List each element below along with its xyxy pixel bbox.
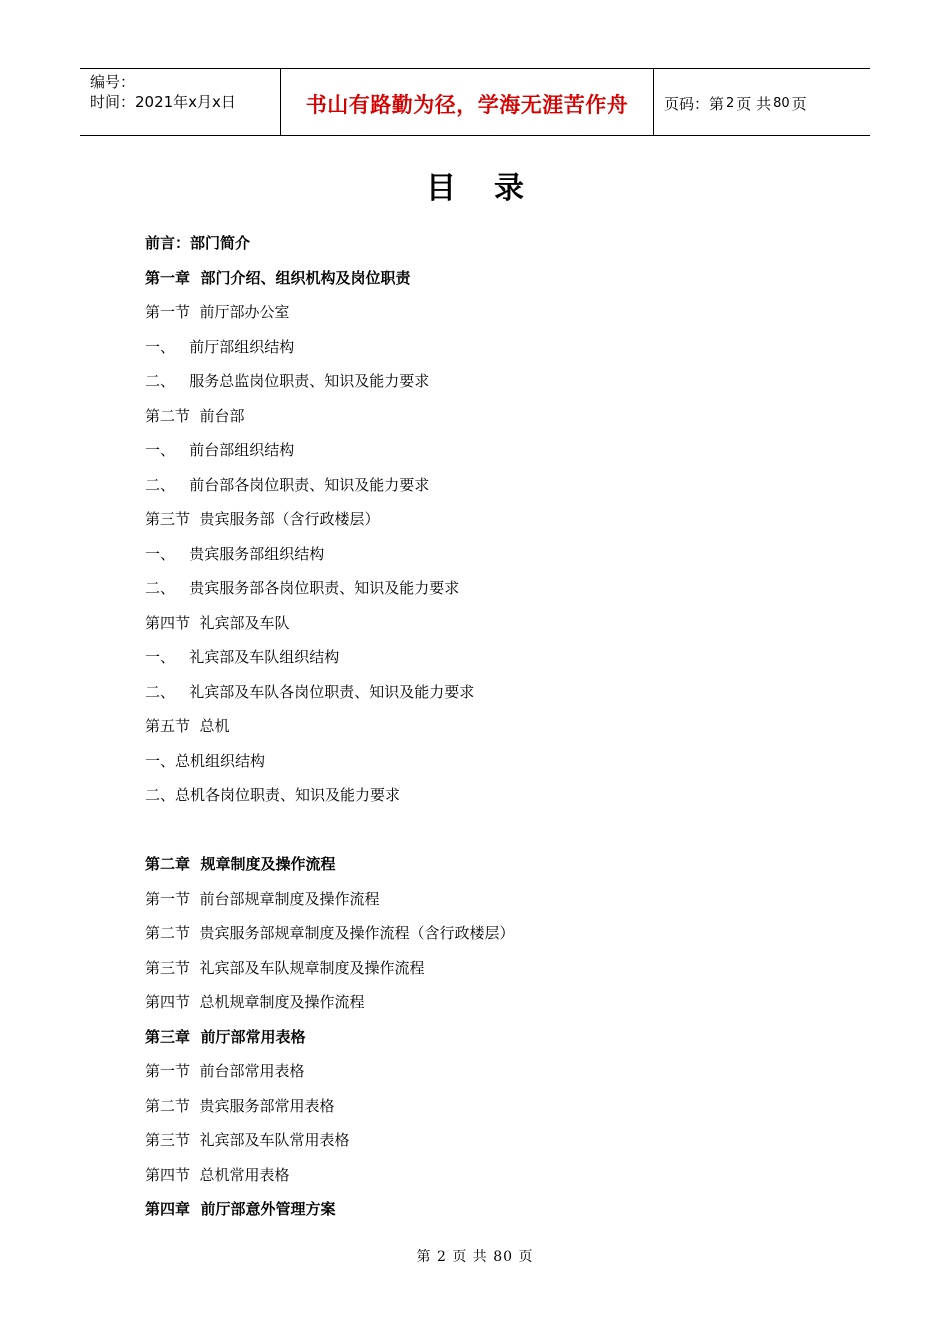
page-title: 目录 [426,171,562,206]
toc-entry [145,813,845,848]
toc-chapter-entry: 前言：部门简介 [145,234,251,252]
header-page-current: 2 [726,95,735,111]
toc-entry: 第三节 礼宾部及车队规章制度及操作流程 [145,958,425,977]
footer-prefix: 第 [416,1249,432,1265]
header-page-suffix: 页 [791,94,807,113]
header-page-mid: 页 共 [736,94,772,113]
toc-entry: 第二节 贵宾服务部规章制度及操作流程（含行政楼层） [145,924,515,942]
toc-entry: 二、 礼宾部及车队各岗位职责、知识及能力要求 [145,682,475,701]
table-of-contents [145,226,845,1227]
toc-chapter-entry: 第一章 部门介绍、组织机构及岗位职责 [145,268,411,287]
header-page-total: 80 [773,95,790,111]
toc-entry: 一、 前台部组织结构 [145,441,295,459]
header-number-label: 编号： [90,73,136,91]
toc-entry: 第四节 礼宾部及车队 [145,613,290,632]
toc-entry: 第一节 前厅部办公室 [145,303,290,321]
toc-entry: 一、 礼宾部及车队组织结构 [145,648,340,666]
toc-entry: 第二节 贵宾服务部常用表格 [145,1096,335,1115]
toc-chapter-entry: 第三章 前厅部常用表格 [145,1027,306,1046]
toc-entry: 一、 前厅部组织结构 [145,337,295,356]
toc-entry: 第一节 前台部常用表格 [145,1062,305,1080]
header-motto: 书山有路勤为径，学海无涯苦作舟 [305,93,629,117]
header-meta-cell [80,69,281,135]
header-motto-cell [281,69,654,135]
document-header [80,68,870,136]
toc-entry: 第四节 总机规章制度及操作流程 [145,993,365,1011]
toc-entry: 二、 贵宾服务部各岗位职责、知识及能力要求 [145,579,460,597]
toc-entry: 第四节 总机常用表格 [145,1165,290,1184]
footer-mid: 页 共 [452,1249,488,1265]
toc-entry: 二、 前台部各岗位职责、知识及能力要求 [145,475,430,494]
toc-chapter-entry: 第二章 规章制度及操作流程 [145,855,336,873]
footer-total: 80 [493,1249,514,1265]
toc-entry: 第三节 礼宾部及车队常用表格 [145,1131,350,1149]
toc-chapter-entry: 第四章 前厅部意外管理方案 [145,1200,336,1218]
toc-entry: 第二节 前台部 [145,406,245,425]
header-time-label: 时间：2021年x月x日 [90,93,236,111]
toc-entry: 二、总机各岗位职责、知识及能力要求 [145,786,401,804]
toc-entry: 第三节 贵宾服务部（含行政楼层） [145,510,380,528]
footer-current: 2 [436,1249,447,1265]
toc-entry: 第五节 总机 [145,717,230,735]
header-page-prefix: 页码：第 [664,94,725,113]
toc-entry: 二、 服务总监岗位职责、知识及能力要求 [145,372,430,390]
page-footer [0,1246,950,1266]
header-page-cell [654,69,870,135]
footer-suffix: 页 [518,1249,534,1265]
toc-entry: 一、总机组织结构 [145,751,266,770]
toc-entry: 第一节 前台部规章制度及操作流程 [145,889,380,908]
toc-entry: 一、 贵宾服务部组织结构 [145,544,325,563]
